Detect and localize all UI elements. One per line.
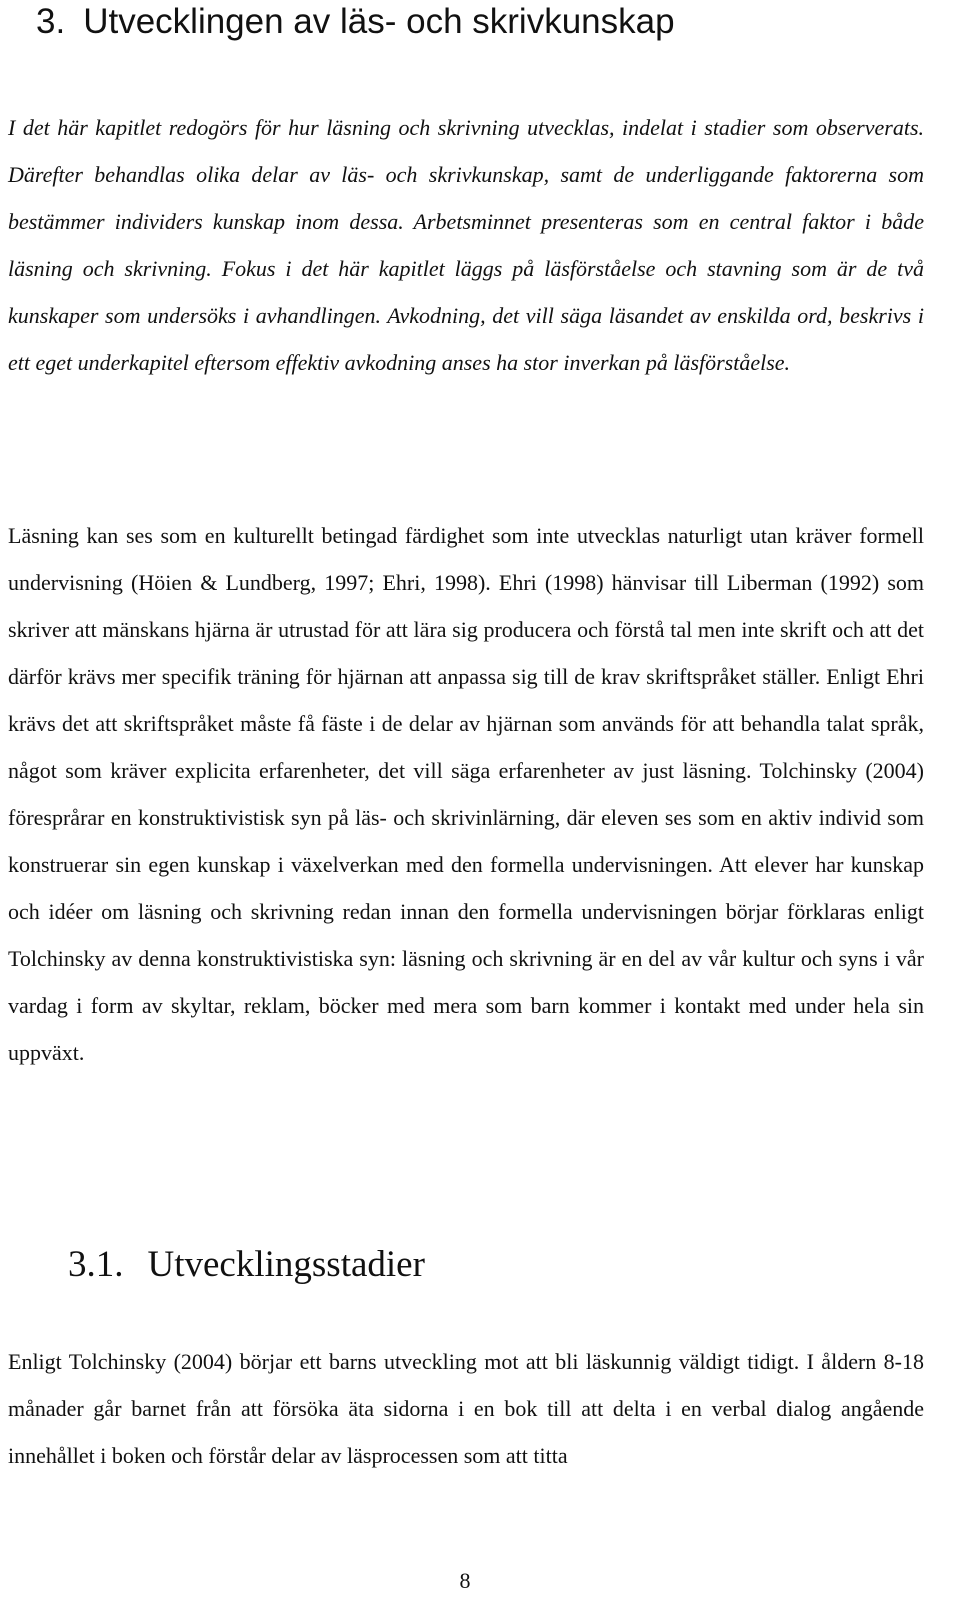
intro-paragraph: I det här kapitlet redogörs för hur läsning och skrivning utvecklas, indelat i stadier som observerats. Därefter behandlas olika delar av läs- och skrivkunskap, samt de underliggande faktorerna som bestämmer individers kunskap inom dessa. Arbetsminnet presenteras som en central faktor i både läsning och skrivning. Fokus i det här kapitlet läggs på läsförståelse och stavning som är de två kunskaper som undersöks i avhandlingen. Avkodning, det vill säga läsandet av enskilda ord, beskrivs i ett eget underkapitel eftersom effektiv avkodning anses ha stor inverkan på läsförståelse. — [8, 115, 924, 375]
section-number: 3.1. — [68, 1244, 124, 1285]
section-heading — [68, 1240, 425, 1290]
chapter-number: 3. — [36, 2, 66, 41]
section-paragraph: Enligt Tolchinsky (2004) börjar ett barns utveckling mot att bli läskunnig väldigt tidigt. I åldern 8-18 månader går barnet från att försöka äta sidorna i en bok till att delta i en verbal dialog angående innehållet i boken och förstår delar av läsprocessen som att titta — [8, 1349, 924, 1468]
page-number: 8 — [459, 1568, 471, 1593]
section-title: Utvecklingsstadier — [147, 1244, 425, 1285]
chapter-heading — [36, 0, 675, 44]
chapter-title: Utvecklingen av läs- och skrivkunskap — [83, 2, 675, 41]
body-paragraph: Läsning kan ses som en kulturellt betingad färdighet som inte utvecklas naturligt utan kräver formell undervisning (Höien & Lundberg, 1997; Ehri, 1998). Ehri (1998) hänvisar till Liberman (1992) som skriver att mänskans hjärna är utrustad för att lära sig producera och förstå tal men inte skrift och att det därför krävs mer specifik träning för hjärnan att anpassa sig till de krav skriftspråket ställer. Enligt Ehri krävs det att skriftspråket måste få fäste i de delar av hjärnan som används för att behandla talat språk, något som kräver explicita erfarenheter, det vill säga erfarenheter av just läsning. Tolchinsky (2004) föresprårar en konstruktivistisk syn på läs- och skrivinlärning, där eleven ses som en aktiv individ som konstruerar sin egen kunskap i växelverkan med den formella undervisningen. Att elever har kunskap och idéer om läsning och skrivning redan innan den formella undervisningen börjar förklaras enligt Tolchinsky av denna konstruktivistiska syn: läsning och skrivning är en del av vår kultur och syns i vår vardag i form av skyltar, reklam, böcker med mera som barn kommer i kontakt med under hela sin uppväxt. — [8, 523, 924, 1065]
